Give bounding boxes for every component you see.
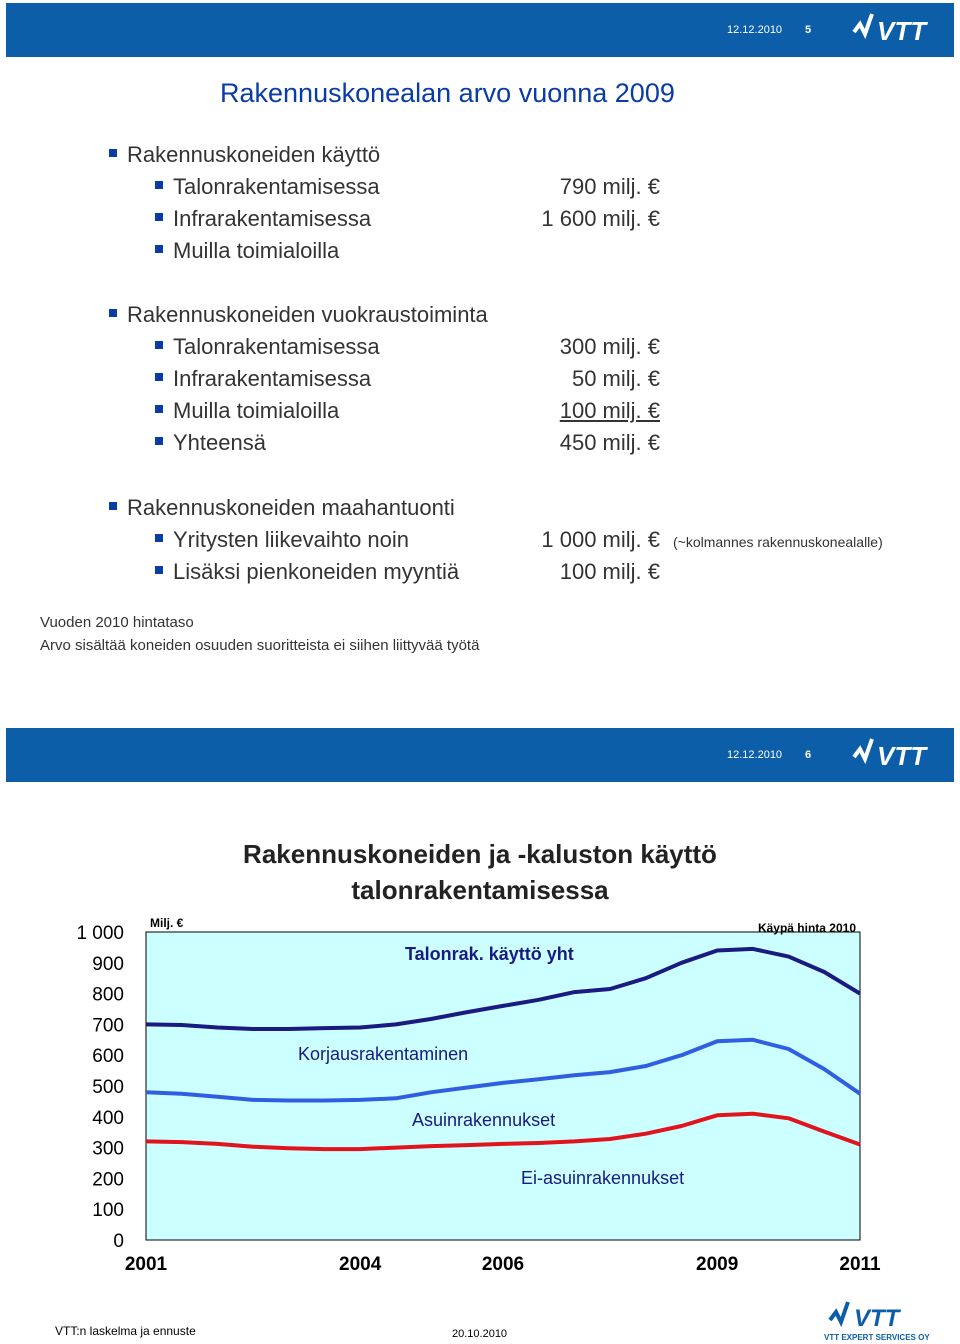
series-label: Talonrak. käyttö yht (405, 944, 574, 964)
vtt-logo (850, 735, 945, 769)
x-tick-label: 2009 (696, 1254, 739, 1275)
item-value: 50 milj. € (571, 366, 660, 391)
item-row (155, 430, 266, 456)
y-tick-label: 100 (92, 1200, 124, 1222)
item-value: 100 milj. € (559, 559, 660, 584)
svg-text:VTT: VTT (877, 741, 927, 769)
bullet-square (155, 566, 163, 574)
svg-text:VTT: VTT (854, 1305, 900, 1332)
section-label: Rakennuskoneiden käyttö (127, 142, 381, 167)
price-level-note: Vuoden 2010 hintataso (40, 614, 194, 631)
slide-title: Rakennuskonealan arvo vuonna 2009 (220, 78, 675, 108)
vtt-logo (850, 10, 945, 44)
y-tick-label: 400 (92, 1107, 124, 1129)
section-import (109, 495, 455, 521)
bullet-square (155, 373, 163, 381)
chart-title-line1: Rakennuskoneiden ja -kaluston käyttö (243, 839, 717, 869)
svg-text:VTT: VTT (877, 16, 927, 44)
item-label: Yritysten liikevaihto noin (173, 527, 410, 552)
item-row (155, 238, 339, 264)
item-row (155, 206, 371, 232)
bullet-square (155, 213, 163, 221)
item-label: Muilla toimialoilla (173, 398, 340, 423)
unit-label: Milj. € (150, 916, 184, 930)
item-row (155, 174, 380, 200)
page-number: 5 (805, 24, 812, 36)
bullet-square (109, 149, 117, 157)
x-tick-label: 2004 (339, 1254, 382, 1275)
y-tick-label: 900 (92, 953, 124, 975)
bullet-square (155, 341, 163, 349)
y-tick-label: 500 (92, 1077, 124, 1098)
bullet-square (155, 534, 163, 542)
x-tick-label: 2011 (839, 1254, 881, 1275)
y-tick-label: 700 (92, 1015, 124, 1037)
slide-date: 12.12.2010 (727, 749, 783, 761)
bullet-square (155, 245, 163, 253)
item-value: 450 milj. € (559, 430, 660, 455)
item-row (155, 334, 380, 360)
item-label: Lisäksi pienkoneiden myyntiä (173, 559, 460, 584)
y-tick-label: 1 000 (76, 923, 124, 944)
item-value: 100 milj. € (559, 398, 660, 423)
series-label: Korjausrakentaminen (298, 1044, 469, 1064)
content-note: Arvo sisältää koneiden osuuden suoritteista ei siihen liittyvää työtä (40, 637, 480, 654)
source-note: VTT:n laskelma ja ennuste (55, 1324, 196, 1338)
header-bar (6, 3, 954, 57)
logo-subtext: VTT EXPERT SERVICES OY (824, 1333, 930, 1342)
item-row (155, 398, 339, 424)
y-tick-label: 0 (113, 1231, 124, 1252)
slide-date: 12.12.2010 (727, 24, 783, 36)
series-label: Ei-asuinrakennukset (521, 1168, 685, 1188)
y-tick-label: 600 (92, 1046, 124, 1068)
item-label: Yhteensä (173, 430, 266, 455)
item-value: 790 milj. € (559, 174, 660, 199)
item-label: Muilla toimialoilla (173, 238, 340, 263)
header-bar (6, 728, 954, 782)
y-tick-label: 200 (92, 1169, 124, 1191)
section-rental (109, 302, 488, 328)
x-tick-label: 2001 (124, 1254, 168, 1275)
item-label: Talonrakentamisessa (173, 334, 380, 359)
bullet-square (109, 502, 117, 510)
item-row (155, 559, 459, 585)
y-tick-label: 300 (92, 1138, 124, 1160)
x-tick-label: 2006 (481, 1254, 525, 1275)
price-note: Käypä hinta 2010 (757, 921, 856, 935)
line-chart (0, 912, 960, 1312)
y-tick-label: 800 (92, 984, 124, 1006)
series-label: Asuinrakennukset (412, 1110, 556, 1130)
vtt-expert-services-logo (822, 1298, 932, 1342)
section-usage (109, 142, 380, 168)
item-label: Infrarakentamisessa (173, 366, 372, 391)
bullet-square (155, 437, 163, 445)
bullet-square (155, 405, 163, 413)
item-value: 1 600 milj. € (541, 206, 660, 231)
plot-area (146, 932, 860, 1240)
item-label: Infrarakentamisessa (173, 206, 372, 231)
page-number: 6 (805, 749, 812, 761)
bullet-square (109, 309, 117, 317)
item-value: 1 000 milj. € (541, 527, 660, 552)
item-label: Talonrakentamisessa (173, 174, 380, 199)
item-row (155, 366, 371, 392)
item-row (155, 527, 409, 553)
section-label: Rakennuskoneiden maahantuonti (127, 495, 455, 520)
bullet-square (155, 181, 163, 189)
footer-date: 20.10.2010 (452, 1328, 508, 1340)
chart-title-line2: talonrakentamisessa (351, 875, 609, 905)
section-label: Rakennuskoneiden vuokraustoiminta (127, 302, 488, 327)
slide-6 (0, 672, 960, 1344)
item-note: (~kolmannes rakennuskonealalle) (673, 534, 883, 550)
item-value: 300 milj. € (559, 334, 660, 359)
